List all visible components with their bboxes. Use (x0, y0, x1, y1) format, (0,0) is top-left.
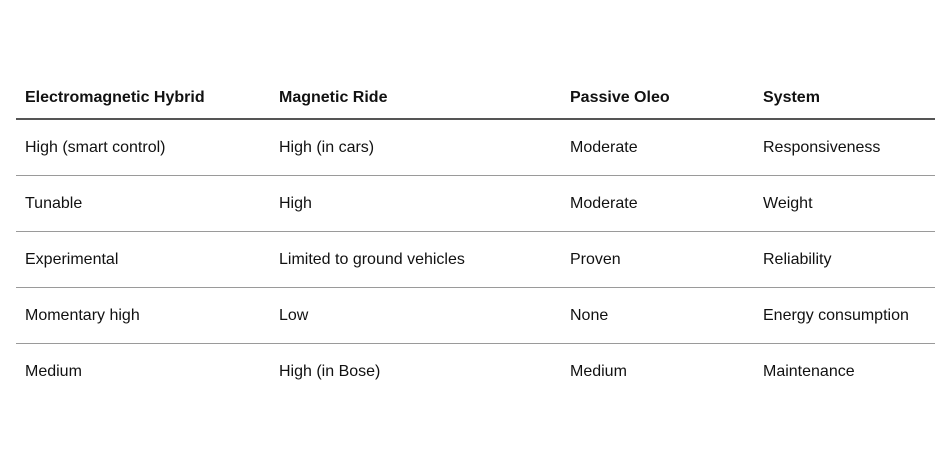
table-cell: High (in cars) (270, 119, 561, 176)
table-cell: Tunable (16, 176, 270, 232)
table-row (16, 119, 935, 176)
table-header-row (16, 78, 935, 119)
table-cell: Proven (561, 232, 754, 288)
table-cell: Responsiveness (754, 119, 935, 176)
column-header: Passive Oleo (561, 78, 754, 119)
table-cell: None (561, 288, 754, 344)
table-cell: Moderate (561, 176, 754, 232)
table-cell: High (in Bose) (279, 362, 381, 380)
table-cell: Medium (570, 362, 627, 380)
column-header: System (754, 78, 935, 119)
table-cell: Momentary high (16, 288, 270, 344)
table-row (16, 344, 935, 400)
table-cell: Medium (25, 362, 82, 380)
table-cell: Maintenance (763, 362, 855, 380)
table-cell: Moderate (561, 119, 754, 176)
table-row (16, 176, 935, 232)
table-cell: Weight (754, 176, 935, 232)
comparison-table (16, 78, 935, 399)
table-cell: Reliability (754, 232, 935, 288)
table-cell: Experimental (16, 232, 270, 288)
comparison-table-container (16, 78, 935, 399)
table-cell: Limited to ground vehicles (270, 232, 561, 288)
column-header: Magnetic Ride (270, 78, 561, 119)
table-row (16, 288, 935, 344)
table-row (16, 232, 935, 288)
column-header: Electromagnetic Hybrid (16, 78, 270, 119)
table-cell: Energy consumption (754, 288, 935, 344)
table-cell: High (270, 176, 561, 232)
table-cell: High (smart control) (16, 119, 270, 176)
table-cell: Low (270, 288, 561, 344)
